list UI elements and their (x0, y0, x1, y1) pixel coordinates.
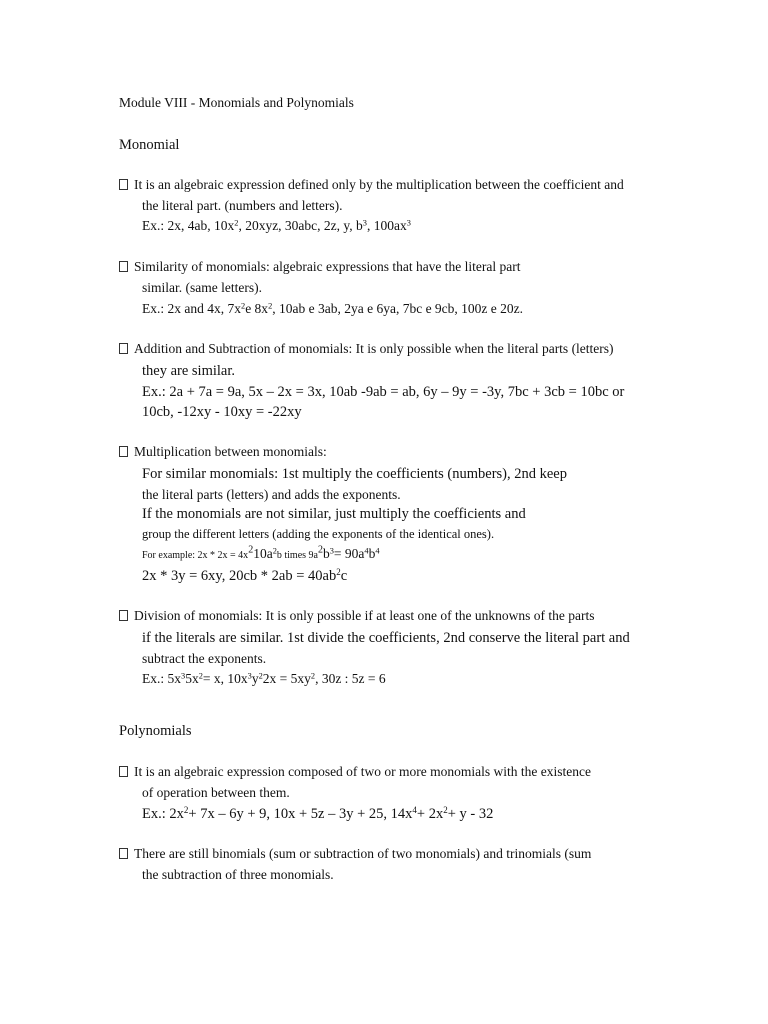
bullet-addition-subtraction: Addition and Subtraction of monomials: It is only possible when the literal parts (letters) (119, 342, 614, 356)
example-line: Ex.: 2x and 4x, $7x^2e$ $8x^2$, 10ab e 3ab, 2ya e 6ya, 7bc e 9cb, 100z e 20z. (142, 301, 524, 316)
text-line: If the monomials are not similar, just multiply the coefficients and (142, 506, 526, 522)
bullet-similarity: Similarity of monomials: algebraic expressions that have the literal part (119, 260, 521, 274)
section-heading-polynomials: Polynomials (119, 723, 192, 739)
example-line: Ex.: 2x, 4ab, $10x^2$, 20xyz, 30abc, 2z, y, $b^3$, $100ax^3$ (142, 218, 411, 233)
text-line: if the literals are similar. 1st divide the coefficients, 2nd conserve the literal part and (142, 630, 630, 646)
example-line: Ex.: $2x^2+ 7x - 6y + 9$, 10x + 5z – 3y + 25, $14x^4+ 2x^2+ y - 32$ (142, 805, 494, 822)
example-line: Ex.: $5x^35x^2= x$, $10x^3y^22x = 5xy^2$, 30z : 5z = 6 (142, 671, 386, 686)
example-line: 10cb, -12xy - 10xy = -22xy (142, 404, 302, 420)
text-line: group the different letters (adding the exponents of the identical ones). (142, 527, 495, 541)
checkbox-glyph-icon (119, 261, 128, 272)
text-line: For similar monomials: 1st multiply the coefficients (numbers), 2nd keep (142, 466, 567, 482)
bullet-polynomial-definition: It is an algebraic expression composed of two or more monomials with the existence (119, 765, 591, 779)
example-line: 2x * 3y = 6xy, $20cb * 2ab = 40ab^2c$ (142, 567, 348, 584)
text-line: they are similar. (142, 363, 236, 379)
bullet-monomial-definition: It is an algebraic expression defined only by the multiplication between the coefficient and (119, 178, 624, 192)
checkbox-glyph-icon (119, 446, 128, 457)
example-line: Ex.: 2a + 7a = 9a, 5x – 2x = 3x, 10ab -9ab = ab, 6y – 9y = -3y, 7bc + 3cb = 10bc or (142, 384, 625, 400)
text-line: the subtraction of three monomials. (142, 867, 334, 882)
checkbox-glyph-icon (119, 179, 128, 190)
page-title: Module VIII - Monomials and Polynomials (119, 95, 354, 110)
text-line: the literal parts (letters) and adds the exponents. (142, 487, 401, 502)
text-line: of operation between them. (142, 785, 290, 800)
checkbox-glyph-icon (119, 343, 128, 354)
checkbox-glyph-icon (119, 848, 128, 859)
text-line: the literal part. (numbers and letters). (142, 198, 343, 213)
checkbox-glyph-icon (119, 766, 128, 777)
bullet-binomials: There are still binomials (sum or subtraction of two monomials) and trinomials (sum (119, 847, 591, 861)
bullet-division: Division of monomials: It is only possible if at least one of the unknowns of the parts (119, 609, 594, 623)
text-line: subtract the exponents. (142, 651, 267, 666)
example-line: For example: $2x * 2x = 4x^210a^2b$ times $9a^2b^3= 90a^4b^4$ (142, 544, 380, 561)
checkbox-glyph-icon (119, 610, 128, 621)
section-heading-monomial: Monomial (119, 137, 180, 153)
bullet-multiplication: Multiplication between monomials: (119, 445, 327, 459)
text-line: similar. (same letters). (142, 280, 262, 295)
